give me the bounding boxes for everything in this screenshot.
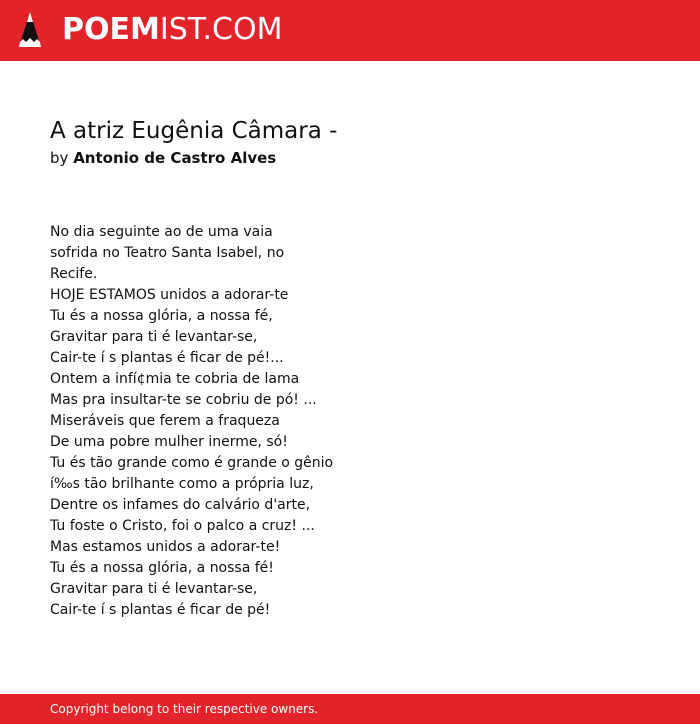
poem-line: Ontem a infí¢mia te cobria de lama [50,371,300,387]
byline [50,147,650,169]
poem-line: Tu és a nossa glória, a nossa fé! [50,560,274,576]
poem-line: HOJE ESTAMOS unidos a adorar-te [50,287,289,303]
poem-line: Tu foste o Cristo, foi o palco a cruz! ... [50,518,315,534]
poem-title: A atriz Eugênia Câmara - [50,118,338,144]
poem-body [50,222,650,621]
copyright-text: Copyright belong to their respective owners. [50,702,319,716]
poem-line: sofrida no Teatro Santa Isabel, no [50,245,285,261]
poem-line: Mas pra insultar-te se cobriu de pó! ... [50,392,317,408]
poem-line: Mas estamos unidos a adorar-te! [50,539,281,555]
author-name[interactable]: Antonio de Castro Alves [73,149,277,167]
poem-line: Tu és a nossa glória, a nossa fé, [50,308,273,324]
site-footer [0,694,700,724]
poem-line: Tu és tão grande como é grande o gênio [50,455,334,471]
poem-line: Recife. [50,266,98,282]
poem-line: De uma pobre mulher inerme, só! [50,434,288,450]
poem-line: Dentre os infames do calvário d'arte, [50,497,311,513]
poem-line: Miseráveis que ferem a fraqueza [50,413,280,429]
poem-line: Cair-te í s plantas é ficar de pé! [50,602,271,618]
brand-light: IST.COM [159,12,283,47]
site-header [0,0,700,61]
by-label: by [50,149,69,167]
brand-bold: POEM [62,12,160,47]
poem-content [50,116,650,621]
poem-line: í‰s tão brilhante como a própria luz, [50,476,314,492]
poem-line: Gravitar para ti é levantar-se, [50,581,258,597]
site-logo-link[interactable] [62,12,282,48]
poem-line: Gravitar para ti é levantar-se, [50,329,258,345]
poem-line: Cair-te í s plantas é ficar de pé!... [50,350,284,366]
pencil-icon[interactable] [18,11,42,51]
poem-line: No dia seguinte ao de uma vaia [50,224,273,240]
